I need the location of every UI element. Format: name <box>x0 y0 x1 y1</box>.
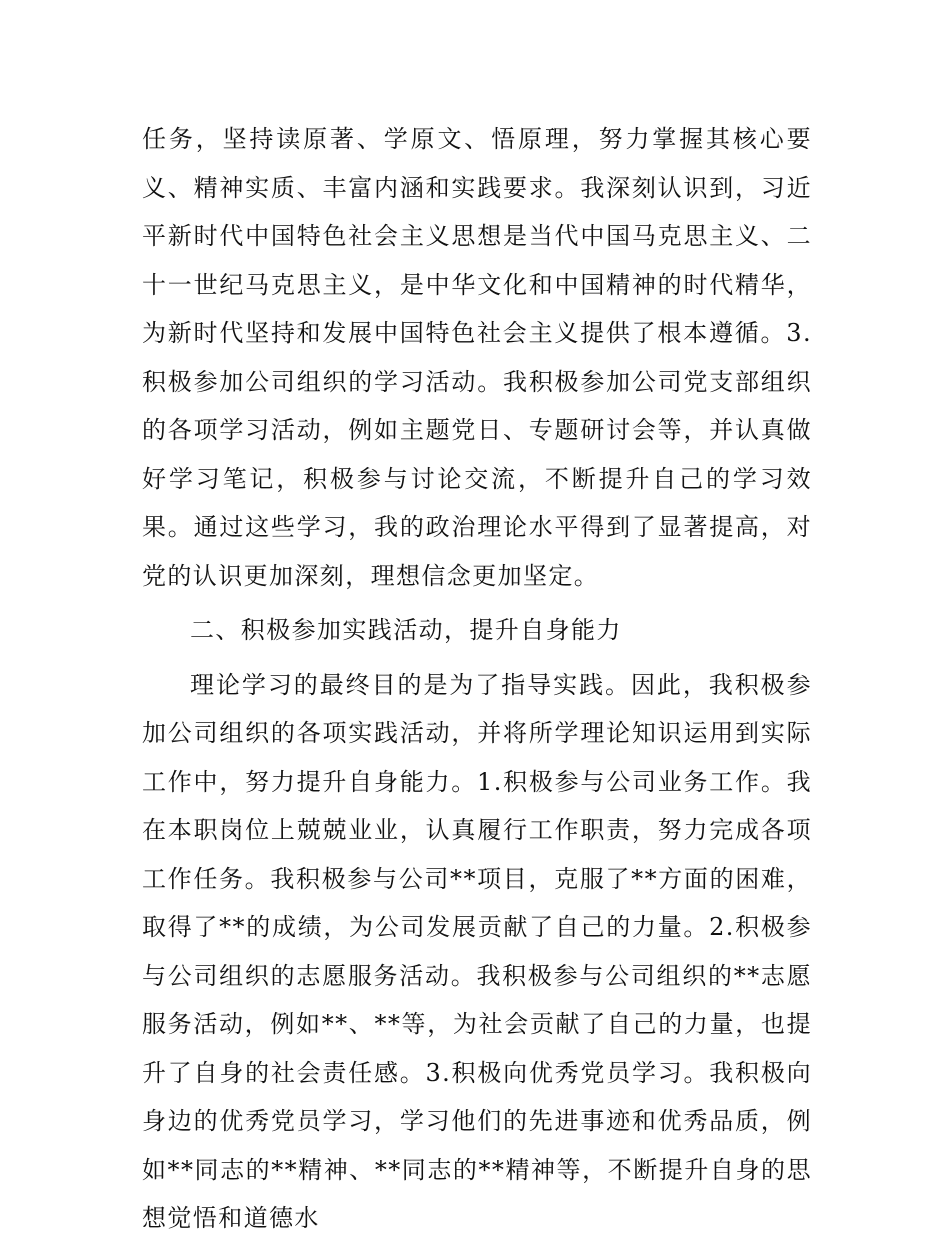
continued-paragraph: 任务，坚持读原著、学原文、悟原理，努力掌握其核心要义、精神实质、丰富内涵和实践要求。我深刻认识到，习近平新时代中国特色社会主义思想是当代中国马克思主义、二十一世纪马克思主义，是中华文化和中国精神的时代精华，为新时代坚持和发展中国特色社会主义提供了根本遵循。3.积极参加公司组织的学习活动。我积极参加公司党支部组织的各项学习活动，例如主题党日、专题研讨会等，并认真做好学习笔记，积极参与讨论交流，不断提升自己的学习效果。通过这些学习，我的政治理论水平得到了显著提高，对党的认识更加深刻，理想信念更加坚定。 <box>142 125 812 590</box>
section-heading: 二、积极参加实践活动，提升自身能力 <box>190 616 622 644</box>
practice-paragraph: 理论学习的最终目的是为了指导实践。因此，我积极参加公司组织的各项实践活动，并将所学理论知识运用到实际工作中，努力提升自身能力。1.积极参与公司业务工作。我在本职岗位上兢兢业业，认真履行工作职责，努力完成各项工作任务。我积极参与公司**项目，克服了**方面的困难，取得了**的成绩，为公司发展贡献了自己的力量。2.积极参与公司组织的志愿服务活动。我积极参与公司组织的**志愿服务活动，例如**、**等，为社会贡献了自己的力量，也提升了自身的社会责任感。3.积极向优秀党员学习。我积极向身边的优秀党员学习，学习他们的先进事迹和优秀品质，例如**同志的**精神、**同志的**精神等，不断提升自身的思想觉悟和道德水 <box>142 670 812 1232</box>
document-body <box>142 115 812 1243</box>
